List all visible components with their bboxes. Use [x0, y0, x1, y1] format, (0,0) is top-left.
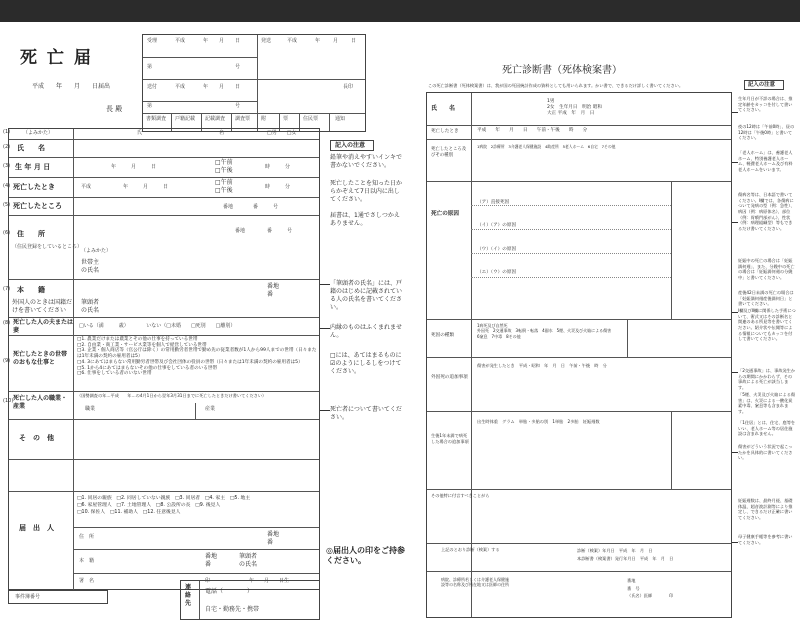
seal-mark: 印	[205, 578, 211, 584]
cert-row-name: 氏 名	[431, 105, 456, 112]
notes-heading: 記入の注意	[330, 140, 374, 151]
cert-note-2: 夜の12時は「午前0時」、昼の12時は「午後0時」と書いてください。	[738, 124, 795, 141]
death-era: 平成	[81, 184, 92, 190]
row-label-name: 氏 名	[17, 144, 45, 152]
case-number-box: 事件簿番号	[8, 590, 108, 604]
row-label-death-time: 死亡したとき	[13, 183, 55, 191]
note-1: 鉛筆や消えやすいインキで書かないでください。	[330, 154, 403, 170]
death-date: 年 月 日	[123, 184, 169, 190]
contact-box: 連絡先 電話（ ） 自宅・勤務先・携帯	[180, 580, 320, 620]
row-label-honseki-note: 外国人のときは国籍だけを書いてください	[12, 299, 73, 315]
birth-date: 年 月 日	[111, 164, 157, 170]
cert-row-external: 外因死の追加事項	[431, 375, 468, 380]
row-num: (9)	[3, 358, 11, 364]
death-ampm[interactable]: □午前 □午後	[215, 179, 233, 195]
birth-time: 時 分	[265, 164, 291, 170]
occupation-note: （国勢調査の年…平成 年…の4月1日から翌年3月31日までに死亡したときだけ書いてください）	[77, 393, 267, 398]
row-label-occupation: 死亡した人の職業・産業	[13, 395, 68, 411]
row-label-honseki: 本 籍	[17, 286, 45, 294]
office-col: 記載調査	[205, 116, 226, 122]
cert-note-7: Ⅰ欄及びⅡ欄に関係した手術について、術式又はその診断名と関連のある所見等を書いてください。紹介状や伝聞等による情報についてもカッコを付して書いてください。	[738, 308, 796, 342]
death-notification-form	[0, 22, 410, 622]
date-line: 平成 年 月 日届出	[32, 83, 111, 90]
cert-note-10: 「1住居」とは、住宅、庭等をいい、老人ホーム等の居住施設は含まれません。	[738, 420, 796, 437]
cert-row-infant: 生後1年未満で病死した場合の追加事項	[431, 433, 469, 444]
row-label-address: 住 所	[17, 230, 45, 238]
cert-row-death-place: 死亡したところ及びその種別	[431, 147, 467, 158]
head-of-register-label: 筆頭者 の氏名	[81, 299, 100, 315]
office-col: 通知	[335, 116, 346, 122]
row-num: (4)	[3, 183, 11, 189]
row-label-household: 死亡したときの世帯のおもな仕事と	[13, 351, 68, 367]
cert-notes-heading: 記入の注意	[744, 80, 784, 90]
row-label-address-note: （住民登録をしているところ）	[12, 244, 83, 250]
cert-row-cause-kind: 死因の種類	[431, 333, 454, 338]
death-certificate-form	[418, 22, 800, 622]
note-6: □には、あてはまるものに☑のようにしるしをつけてください。	[330, 352, 402, 376]
row-label-birth: 生 年 月 日	[15, 163, 51, 171]
cert-note-6: 産後42日未満の死亡の場合は「妊娠満何週産後満何日」と書いてください。	[738, 290, 794, 307]
cert-note-5: 妊娠中の死亡の場合は「妊娠満何週」、また、分娩中の死亡の場合は「妊娠満何週の分娩中」と書いてください。	[738, 258, 795, 281]
cert-row-cause: 死亡の原因	[431, 211, 459, 217]
row-num: (7)	[3, 286, 11, 292]
birth-ampm[interactable]: □午前 □午後	[215, 159, 233, 175]
industry-label: 産業	[205, 406, 216, 412]
sent-row: 発送	[261, 38, 272, 44]
row-label-notifier: 届 出 人	[19, 524, 54, 532]
contact-kinds[interactable]: 自宅・勤務先・携帯	[205, 606, 260, 613]
cert-note-4: 傷病名等は、日本語で書いてください。Ⅰ欄では、各傷病について発病の型（例：急性）、病因（例：病原体名）、部位（例：胃噴門部がん）、性状（例：病理組織型）等もできるだけ書いてください。	[738, 192, 795, 232]
note-4: 「筆頭者の氏名」には、戸籍のはじめに記載されている人の氏名を書いてください。	[330, 280, 403, 312]
cert-row-other: その他特に付言すべきことがら	[431, 493, 490, 498]
note-5: 内縁のものはふくまれません。	[330, 324, 403, 340]
row-num: (3)	[3, 163, 11, 169]
cert-note-12: 妊娠週数は、最終月経、基礎体温、超音波計測等により推定し、できるだけ正確に書いてください。	[738, 498, 793, 521]
cert-note-9: 「5煙、火災及び火焔による傷害」は、火災による一酸化炭素中毒、窒息等も含まれます。	[738, 392, 796, 415]
cert-note-3: 「老人ホーム」は、養護老人ホーム、特別養護老人ホーム、軽費老人ホーム及び有料老人ホームをいいます。	[738, 150, 793, 173]
stamp-note: ◎届出人の印をご持参ください。	[326, 546, 405, 566]
household-options[interactable]: □1. 農業だけまたは農業とその他の仕事を持っている世帯 □2. 自由業・商工業・サービス業等を個人で経営している世帯 □3. 企業・個人商店等（官公庁は除く）の常用勤労者世帯で勤め先の従業者数が1人から99人までの世帯（日々または1年未満の契約の雇用者は5） □4. 3にあてはまらない常用勤労者世帯及び会社団体の役員の世帯（日々または1年未満の契約の雇用者は5） □5. 1から4にあてはまらないその他の仕事をしている者のいる世帯 □6. 仕事をしている者のいない世帯	[77, 337, 317, 377]
cert-note-11: 傷害がどういう状況で起こったかを具体的に書いてください。	[738, 444, 793, 461]
certificate-subtitle: この死亡診断書（死体検案書）は、我が国の死因統計作成の資料としても用いられます。かい書で、できるだけ詳しく書いてください。	[428, 83, 684, 88]
office-col: 戸籍記載	[175, 116, 196, 122]
cert-row-certify: 上記のとおり診断（検案）する	[441, 547, 500, 552]
row-num: (1)	[3, 129, 11, 135]
office-use-box: 受理 平成 年 月 日 発送 平成 年 月 日 第 号 送付 平成 年 月 日 長印 第 号 書類調査 戸籍記載 記載調査 調査票 附 票 住民票 通知	[142, 34, 366, 132]
row-label-yomi: （よみかた）	[23, 130, 54, 136]
cert-note-1: 生年月日が不詳の場合は、推定年齢をカッコを付して書いてください。	[738, 96, 793, 113]
contact-phone[interactable]: 電話（ ）	[205, 588, 254, 595]
sex-checkboxes[interactable]: □男 □女	[267, 130, 297, 136]
row-num: (10)	[3, 398, 14, 404]
row-label-other: そ の 他	[19, 434, 54, 442]
occupation-label: 職業	[85, 406, 96, 412]
chief-seal-label: 長印	[343, 84, 354, 90]
certificate-table: 氏 名 1男 2女 生年月日 明治 昭和 大正 平成 年 月 日 死亡したとき 平成 年 月 日 午前・午後 時 分 死亡したところ及びその種別 1病院 2診療所 3介護老人保健施設 4助産所 5老人ホーム 6自宅 7その他 死亡の原因 （ア）直接死因 （イ）（ア）の原因 （ウ）（イ）の原因 （エ）（ウ）の原因 死因の種類 1病死及び自然死 外因死 2交通事故 3転倒・転落 4溺水 5煙、火災及び火焔による傷害 6窒息 7中毒 8その他 外因死の追加事項 傷害が発生したとき 平成・昭和 年 月 日 午前・午後 時 分 生後1年未満で病死した場合の追加事項 出生時体重 グラム 単胎・多胎の別 1単胎 2多胎 妊娠週数 その他特に付言すべきことがら 上記のとおり診断（検案）する 診断（検案）年月日 平成 年 月 日 本診断書（検案書）発行年月日 平成 年 月 日 病院、診療所若しくは介護老人保健施設等の名称及び所在地又は医師の住所 番地 番 号 （氏名）医師 印	[426, 92, 732, 618]
household-head-label: 世帯主 の氏名	[81, 259, 100, 275]
form-title: 死 亡 届	[20, 48, 93, 68]
main-form-table: (1) （よみかた） (2) 氏 名 (3) 生 年 月 日 (4) 死亡したとき (5) 死亡したところ (6) 住 所 （住民登録をしているところ） (7) 本 籍 外国人のときは国籍だけを書いてください (8) 死亡した人の夫または妻 (9) 死亡したときの世帯のおもな仕事と (10) 死亡した人の職業・産業 そ の 他 届 出 人 氏 名 □男 □女 年 月 日 □午前 □午後 時 分 平成 年 月 日 □午前 □午後 時 分 番地 番 号 番地 番 号 （よみかた） 世帯主 の氏名 番地 番 筆頭者 の氏名 □いる（満 歳） いない（□未婚 □死別 □離別） □1. 農業だけまたは農業とその他の仕事を持っている世帯 □2. 自由業・商工業・サービス業等を個人で経営している世帯 □3. 企業・個人商店等（官公庁は除く）の常用勤労者世帯で勤め先の従業者数が1人から99人までの世帯（日々または1年未満の契約の雇用者は5） □4. 3にあてはまらない常用勤労者世帯及び会社団体の役員の世帯（日々または1年未満の契約の雇用者は5） □5. 1から4にあてはまらないその他の仕事をしている者のいる世帯 □6. 仕事をしている者のいない世帯 （国勢調査の年…平成 年…の4月1日から翌年3月31日までに死亡したときだけ書いてください） 職業 産業 □1. 同居の親族 □2. 同居していない親族 □3. 同居者 □4. 家主 □5. 地主 □6. 家屋管理人 □7. 土地管理人 □8. 公設所の長 □9. 後見人 □10. 保佐人 □11. 補助人 □12. 任意後見人 住 所 番地 番 本 籍 番地 番 筆頭者 の氏名 署 名 印 年 月 日生	[8, 128, 320, 590]
cert-row-death-time: 死亡したとき	[431, 129, 459, 134]
row-num: (5)	[3, 202, 11, 208]
note-7: 死亡者について書いてください。	[330, 406, 402, 422]
spouse-options[interactable]: □いる（満 歳） いない（□未婚 □死別 □離別）	[79, 323, 236, 329]
death-time-hm: 時 分	[265, 184, 291, 190]
top-dark-bar	[0, 0, 800, 22]
row-num: (6)	[3, 230, 11, 236]
row-label-death-place: 死亡したところ	[13, 202, 62, 210]
office-col: 票	[283, 116, 289, 122]
note-3: 届書は、1通でさしつかえありません。	[330, 212, 400, 228]
row-num: (2)	[3, 144, 11, 150]
office-col: 調査票	[235, 116, 251, 122]
notifier-qualification[interactable]: □1. 同居の親族 □2. 同居していない親族 □3. 同居者 □4. 家主 □5. 地主 □6. 家屋管理人 □7. 土地管理人 □8. 公設所の長 □9. 後見人 □10. 保佐人 □11. 補助人 □12. 任意後見人	[77, 496, 251, 516]
row-label-spouse: 死亡した人の夫または妻	[13, 319, 74, 335]
note-2: 死亡したことを知った日からかぞえて7日以内に出してください。	[330, 180, 403, 204]
cert-row-institution: 病院、診療所若しくは介護老人保健施設等の名称及び所在地又は医師の住所	[441, 577, 509, 588]
cert-note-8: 「2交通事故」は、事故発生からの期間にかかわらず、その事故による死亡が該当します。	[738, 368, 796, 391]
forwarded-row: 送付	[147, 84, 158, 90]
office-col: 附	[261, 116, 267, 122]
office-col: 書類調査	[146, 116, 167, 122]
addressee: 長 殿	[106, 105, 123, 113]
row-num: (8)	[3, 320, 11, 326]
certificate-title: 死亡診断書（死体検案書）	[502, 65, 622, 76]
office-col: 住民票	[303, 116, 319, 122]
cert-note-13: 母子健康手帳等を参考に書いてください。	[738, 534, 793, 545]
death-place-value: 番地 番 号	[223, 204, 279, 210]
received-row: 受理	[147, 38, 158, 44]
